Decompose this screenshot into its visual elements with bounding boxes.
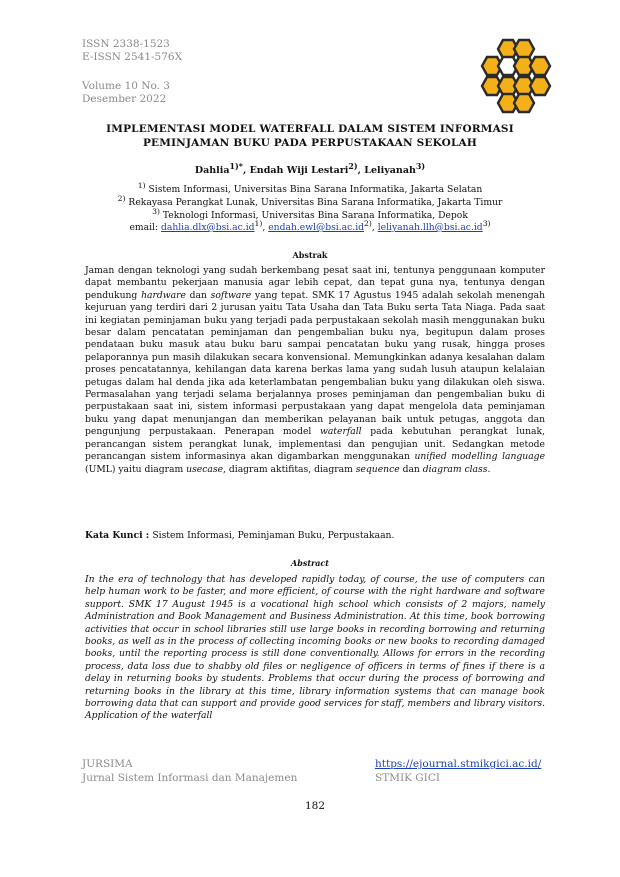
affiliation-text: Sistem Informasi, Universitas Bina Sarana Informatika, Jakarta Selatan — [148, 184, 483, 196]
author-list — [40, 162, 580, 176]
email-link-3[interactable]: leliyanah.llh@bsi.ac.id — [377, 222, 483, 234]
author-3-sup: 3) — [415, 162, 426, 171]
email-link-2[interactable]: endah.ewl@bsi.ac.id — [268, 222, 365, 234]
affiliation-text: Teknologi Informasi, Universitas Bina Sarana Informatika, Depok — [162, 210, 468, 222]
eissn: E-ISSN 2541-576X — [82, 51, 183, 63]
footer-journal-short: JURSIMA — [82, 758, 133, 770]
affiliation-sup: 1) — [137, 181, 146, 190]
email-prefix: email: — [129, 222, 161, 234]
author-sep: , — [357, 165, 365, 177]
abstrak-term: usecase — [186, 463, 224, 475]
abstrak-body — [85, 265, 545, 476]
abstract-body: In the era of technology that has developed rapidly today, of course, the use of computers can help human work to be faster, and more efficient, of course with the right hardware and software support. SMK 17 August 1945 is a vocational high school which consists of 2 majors, namely Administration and Book Management and Business Administration. At this time, book borrowing activities that occur in school libraries still use large books in recording borrowing and returning books, as well as in the process of collecting incoming books or new books to recording damaged books, until the reporting process is still done conventionally. Allows for errors in the recording process, data loss due to shabby old files or negligence of officers in terms of fines if there is a delay in returning books by students. Problems that occur during the process of borrowing and returning books in the library at this time, library information systems that can manage book borrowing data that can support and provide good services for staff, members and library visitors. Application of the waterfall — [85, 574, 545, 722]
keywords-text: Sistem Informasi, Peminjaman Buku, Perpustakaan. — [152, 530, 395, 541]
footer-journal-full: Jurnal Sistem Informasi dan Manajemen — [82, 772, 298, 784]
abstrak-term: sequence — [355, 463, 400, 475]
footer-url-link[interactable]: https://ejournal.stmikgici.ac.id/ — [375, 758, 542, 770]
abstrak-text: . — [487, 463, 491, 475]
abstrak-text: dan — [185, 289, 211, 301]
email-row — [40, 219, 580, 233]
affiliation-sup: 3) — [152, 207, 160, 216]
affiliation-text: Rekayasa Perangkat Lunak, Universitas Bina Sarana Informatika, Jakarta Timur — [128, 197, 503, 209]
author-1: Dahlia — [194, 165, 230, 177]
email-sup: 3) — [482, 219, 491, 228]
footer-institution: STMIK GICI — [375, 772, 440, 784]
issue-date: Desember 2022 — [82, 93, 167, 105]
email-link-1[interactable]: dahlia.dlx@bsi.ac.id — [160, 222, 255, 234]
author-2-sup: 2) — [348, 162, 358, 171]
title-line-2: PEMINJAMAN BUKU PADA PERPUSTAKAAN SEKOLAH — [142, 137, 478, 149]
abstrak-text: , diagram aktifitas, diagram — [223, 463, 356, 475]
abstrak-text: (UML) yaitu diagram — [85, 463, 187, 475]
email-sup: 2) — [364, 219, 372, 228]
email-sep: , — [262, 222, 269, 234]
abstrak-text: yang tepat. SMK 17 Agustus 1945 adalah sekolah menengah kejuruan yang terdiri dari 2 jurusan yaitu Tata Usaha dan Tata Buku serta Tata Niaga. Pada saat ini kegiatan peminjaman buku yang terjadi pada perpustakaan sekolah masih menggunakan buku besar dalam pencatatan peminjaman dan pengembalian buku nya, begitupun dalam proses pendataan buku masuk atau buku baru sampai pencatatan buku yang rusak, hingga proses pelaporannya pun masih dilakukan secara konvensional. Memungkinkan adanya kesalahan dalam proses pencatatannya, kehilangan data karena berkas lama yang sudah lusuh ataupun kelalaian petugas dalam hal denda jika ada keterlambatan pengembalian buku yang dilakukan oleh siswa. Permasalahan yang terjadi selama berjalannya proses peminjaman dan pengembalian buku di perpustakaan saat ini, sistem informasi perpustakaan yang dapat mengelola data peminjaman buku yang dapat menunjangan dan memberikan pelayanan baik untuk petugas, anggota dan pengunjung perpustakaan. Penerapan model — [85, 289, 545, 438]
keywords-label: Kata Kunci : — [85, 530, 153, 541]
abstrak-term: diagram class — [422, 463, 488, 475]
abstrak-heading: Abstrak — [292, 250, 328, 260]
page-number: 182 — [304, 800, 326, 812]
abstrak-term: hardware — [141, 289, 186, 301]
keywords — [85, 530, 545, 541]
title-line-1: IMPLEMENTASI MODEL WATERFALL DALAM SISTEM INFORMASI — [106, 123, 514, 135]
author-2: Endah Wiji Lestari — [249, 165, 349, 177]
volume: Volume 10 No. 3 — [82, 80, 170, 92]
author-1-sup: 1)* — [229, 162, 243, 171]
abstrak-term: software — [210, 289, 252, 301]
abstract-heading: Abstract — [291, 558, 329, 568]
issn: ISSN 2338-1523 — [82, 38, 170, 50]
footer-url-wrap — [375, 757, 541, 771]
email-sup: 1) — [254, 219, 263, 228]
abstrak-text: dan — [399, 463, 423, 475]
abstrak-text: Jaman dengan teknologi yang sudah berkembang pesat saat ini, tentunya penggunaan komputer dapat membantu pekerjaan manusia agar lebih cepat, dan tepat guna nya, tentunya dengan pendukung — [85, 265, 545, 301]
paper-title — [40, 122, 580, 150]
affiliation-sup: 2) — [117, 194, 126, 203]
author-sep: , — [242, 165, 250, 177]
honeycomb-logo-icon — [478, 38, 552, 114]
abstrak-term: unified modelling language — [414, 451, 546, 463]
abstrak-term: waterfall — [319, 426, 362, 438]
abstrak-text: pada kebutuhan perangkat lunak, perancangan sistem perangkat lunak, implementasi dan pengujian unit. Sedangkan metode perancangan sistem informasinya akan digambarkan menggunakan — [85, 426, 545, 463]
email-sep: , — [371, 222, 378, 234]
author-3: Leliyanah — [364, 165, 416, 177]
